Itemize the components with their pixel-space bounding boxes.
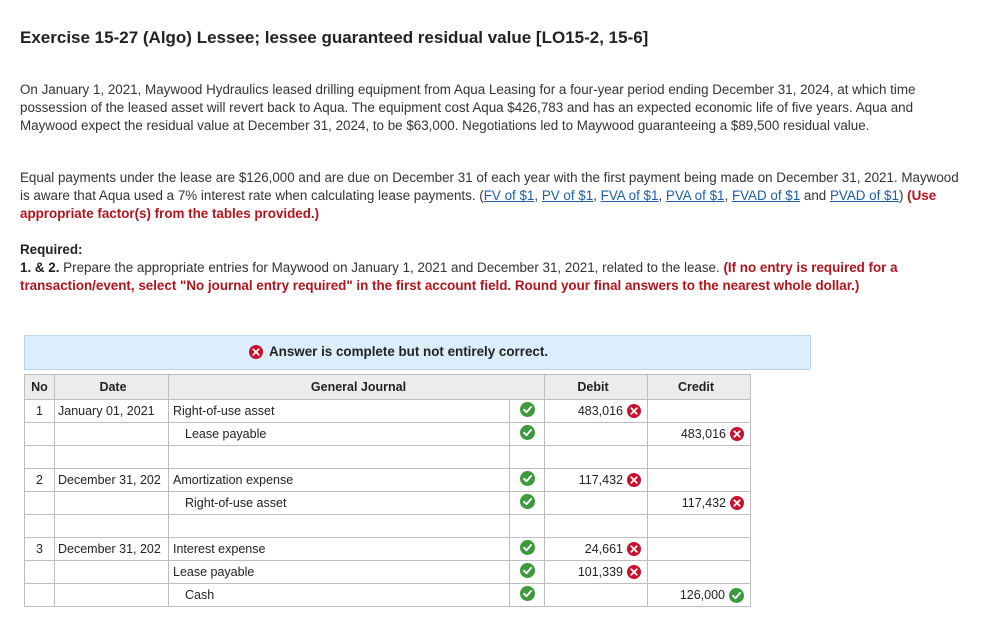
separator: , <box>534 188 542 203</box>
blank-cell <box>545 446 648 469</box>
correct-check-icon <box>520 563 535 578</box>
blank-cell <box>169 515 510 538</box>
account-field[interactable] <box>169 538 510 561</box>
entry-date[interactable]: December 31, 202 <box>55 469 169 492</box>
credit-field[interactable] <box>648 584 751 607</box>
journal-row <box>25 400 751 423</box>
account-name: Lease payable <box>185 427 267 441</box>
separator: ) <box>898 188 908 203</box>
account-name: Lease payable <box>173 565 255 579</box>
debit-field[interactable] <box>545 561 648 584</box>
blank-cell <box>25 515 55 538</box>
account-status <box>510 423 545 446</box>
blank-cell <box>648 515 751 538</box>
credit-field[interactable] <box>648 492 751 515</box>
paragraph-2-text: Equal payments under the lease are $126,000 and are due on December 31 of each year with the first payment being made on December 31, 2021. Maywood is aware that Aqua used a 7% interest rate when calculating lease payments. ( <box>20 170 959 203</box>
account-status <box>510 561 545 584</box>
credit-amount: 483,016 <box>680 427 726 441</box>
journal-row <box>25 492 751 515</box>
header-no: No <box>25 375 55 400</box>
account-status <box>510 584 545 607</box>
debit-field[interactable] <box>545 538 648 561</box>
debit-field[interactable] <box>545 423 648 446</box>
correct-check-icon <box>520 425 535 440</box>
entry-number: 3 <box>25 538 55 561</box>
debit-amount: 117,432 <box>578 473 623 487</box>
journal-row <box>25 538 751 561</box>
account-field[interactable] <box>169 423 510 446</box>
account-status <box>510 400 545 423</box>
separator: , <box>593 188 601 203</box>
header-credit: Credit <box>648 375 751 400</box>
entry-date[interactable] <box>55 492 169 515</box>
entry-date[interactable]: January 01, 2021 <box>55 400 169 423</box>
blank-cell <box>510 515 545 538</box>
fva-table-link[interactable]: FVA of $1 <box>600 188 659 203</box>
pv-table-link[interactable]: PV of $1 <box>541 188 594 203</box>
journal-row-blank <box>25 446 751 469</box>
journal-row <box>25 423 751 446</box>
entry-number: 2 <box>25 469 55 492</box>
header-debit: Debit <box>545 375 648 400</box>
required-note: (If no entry is required for a transaction/event, select "No journal entry required" in the first account field. Round your final answers to the nearest whole dollar.) <box>20 260 898 293</box>
separator: , <box>658 188 666 203</box>
table-instruction: (Use appropriate factor(s) from the tables provided.) <box>20 188 937 221</box>
debit-amount: 101,339 <box>577 565 623 579</box>
account-field[interactable] <box>169 400 510 423</box>
entry-number: 1 <box>25 400 55 423</box>
account-field[interactable] <box>169 469 510 492</box>
journal-row-blank <box>25 515 751 538</box>
general-journal-table <box>24 374 751 607</box>
required-text: Prepare the appropriate entries for Maywood on January 1, 2021 and December 31, 2021, related to the lease. <box>59 260 724 275</box>
incorrect-x-icon <box>730 427 744 441</box>
fvad-table-link[interactable]: FVAD of $1 <box>731 188 801 203</box>
problem-paragraph-1: On January 1, 2021, Maywood Hydraulics leased drilling equipment from Aqua Leasing for a four-year period ending December 31, 2024, at which time possession of the leased asset will revert back to Aqua. The equipment cost Aqua $426,783 and has an expected economic life of five years. Aqua and Maywood expect the residual value at December 31, 2024, to be $63,000. Negotiations led to Maywood guaranteeing a $89,500 residual value. <box>20 82 916 133</box>
incorrect-x-icon <box>627 404 641 418</box>
entry-date[interactable] <box>55 584 169 607</box>
separator: , <box>724 188 732 203</box>
correct-check-icon <box>520 494 535 509</box>
feedback-banner <box>24 335 811 370</box>
credit-field[interactable] <box>648 400 751 423</box>
entry-date[interactable]: December 31, 202 <box>55 538 169 561</box>
pvad-table-link[interactable]: PVAD of $1 <box>829 188 899 203</box>
pva-table-link[interactable]: PVA of $1 <box>665 188 725 203</box>
correct-check-icon <box>520 402 535 417</box>
incorrect-x-icon <box>627 542 641 556</box>
fv-table-link[interactable]: FV of $1 <box>483 188 535 203</box>
credit-amount: 117,432 <box>681 496 726 510</box>
header-general-journal: General Journal <box>169 375 545 400</box>
debit-amount: 24,661 <box>584 542 623 556</box>
entry-number <box>25 423 55 446</box>
journal-row <box>25 561 751 584</box>
correct-check-icon <box>520 586 535 601</box>
problem-paragraph-2 <box>20 169 965 223</box>
credit-amount: 126,000 <box>679 588 725 602</box>
account-name: Right-of-use asset <box>185 496 287 510</box>
exercise-title: Exercise 15-27 (Algo) Lessee; lessee guaranteed residual value [LO15-2, 15-6] <box>20 28 649 47</box>
correct-check-icon <box>729 588 744 603</box>
separator: and <box>800 188 830 203</box>
header-date: Date <box>55 375 169 400</box>
debit-field[interactable] <box>545 469 648 492</box>
account-name: Cash <box>185 588 215 602</box>
entry-number <box>25 584 55 607</box>
account-name: Amortization expense <box>173 473 294 487</box>
entry-date[interactable] <box>55 423 169 446</box>
entry-date[interactable] <box>55 561 169 584</box>
credit-field[interactable] <box>648 469 751 492</box>
required-section <box>20 241 965 295</box>
credit-field[interactable] <box>648 561 751 584</box>
blank-cell <box>25 446 55 469</box>
blank-cell <box>545 515 648 538</box>
journal-row <box>25 584 751 607</box>
blank-cell <box>510 446 545 469</box>
blank-cell <box>169 446 510 469</box>
entry-number <box>25 561 55 584</box>
account-field[interactable] <box>169 492 510 515</box>
required-number: 1. & 2. <box>20 260 60 275</box>
blank-cell <box>648 446 751 469</box>
incorrect-x-icon <box>627 565 641 579</box>
account-name: Right-of-use asset <box>173 404 275 418</box>
incorrect-x-icon <box>730 496 744 510</box>
incorrect-icon <box>249 345 263 359</box>
blank-cell <box>55 446 169 469</box>
debit-field[interactable] <box>545 400 648 423</box>
debit-field[interactable] <box>545 492 648 515</box>
account-status <box>510 538 545 561</box>
credit-field[interactable] <box>648 423 751 446</box>
required-label: Required: <box>20 242 83 257</box>
feedback-message: Answer is complete but not entirely correct. <box>269 344 549 359</box>
debit-amount: 483,016 <box>577 404 623 418</box>
account-field[interactable] <box>169 584 510 607</box>
account-status <box>510 469 545 492</box>
correct-check-icon <box>520 540 535 555</box>
blank-cell <box>55 515 169 538</box>
incorrect-x-icon <box>627 473 641 487</box>
entry-number <box>25 492 55 515</box>
correct-check-icon <box>520 471 535 486</box>
credit-field[interactable] <box>648 538 751 561</box>
account-name: Interest expense <box>173 542 266 556</box>
debit-field[interactable] <box>545 584 648 607</box>
journal-row <box>25 469 751 492</box>
account-status <box>510 492 545 515</box>
account-field[interactable] <box>169 561 510 584</box>
